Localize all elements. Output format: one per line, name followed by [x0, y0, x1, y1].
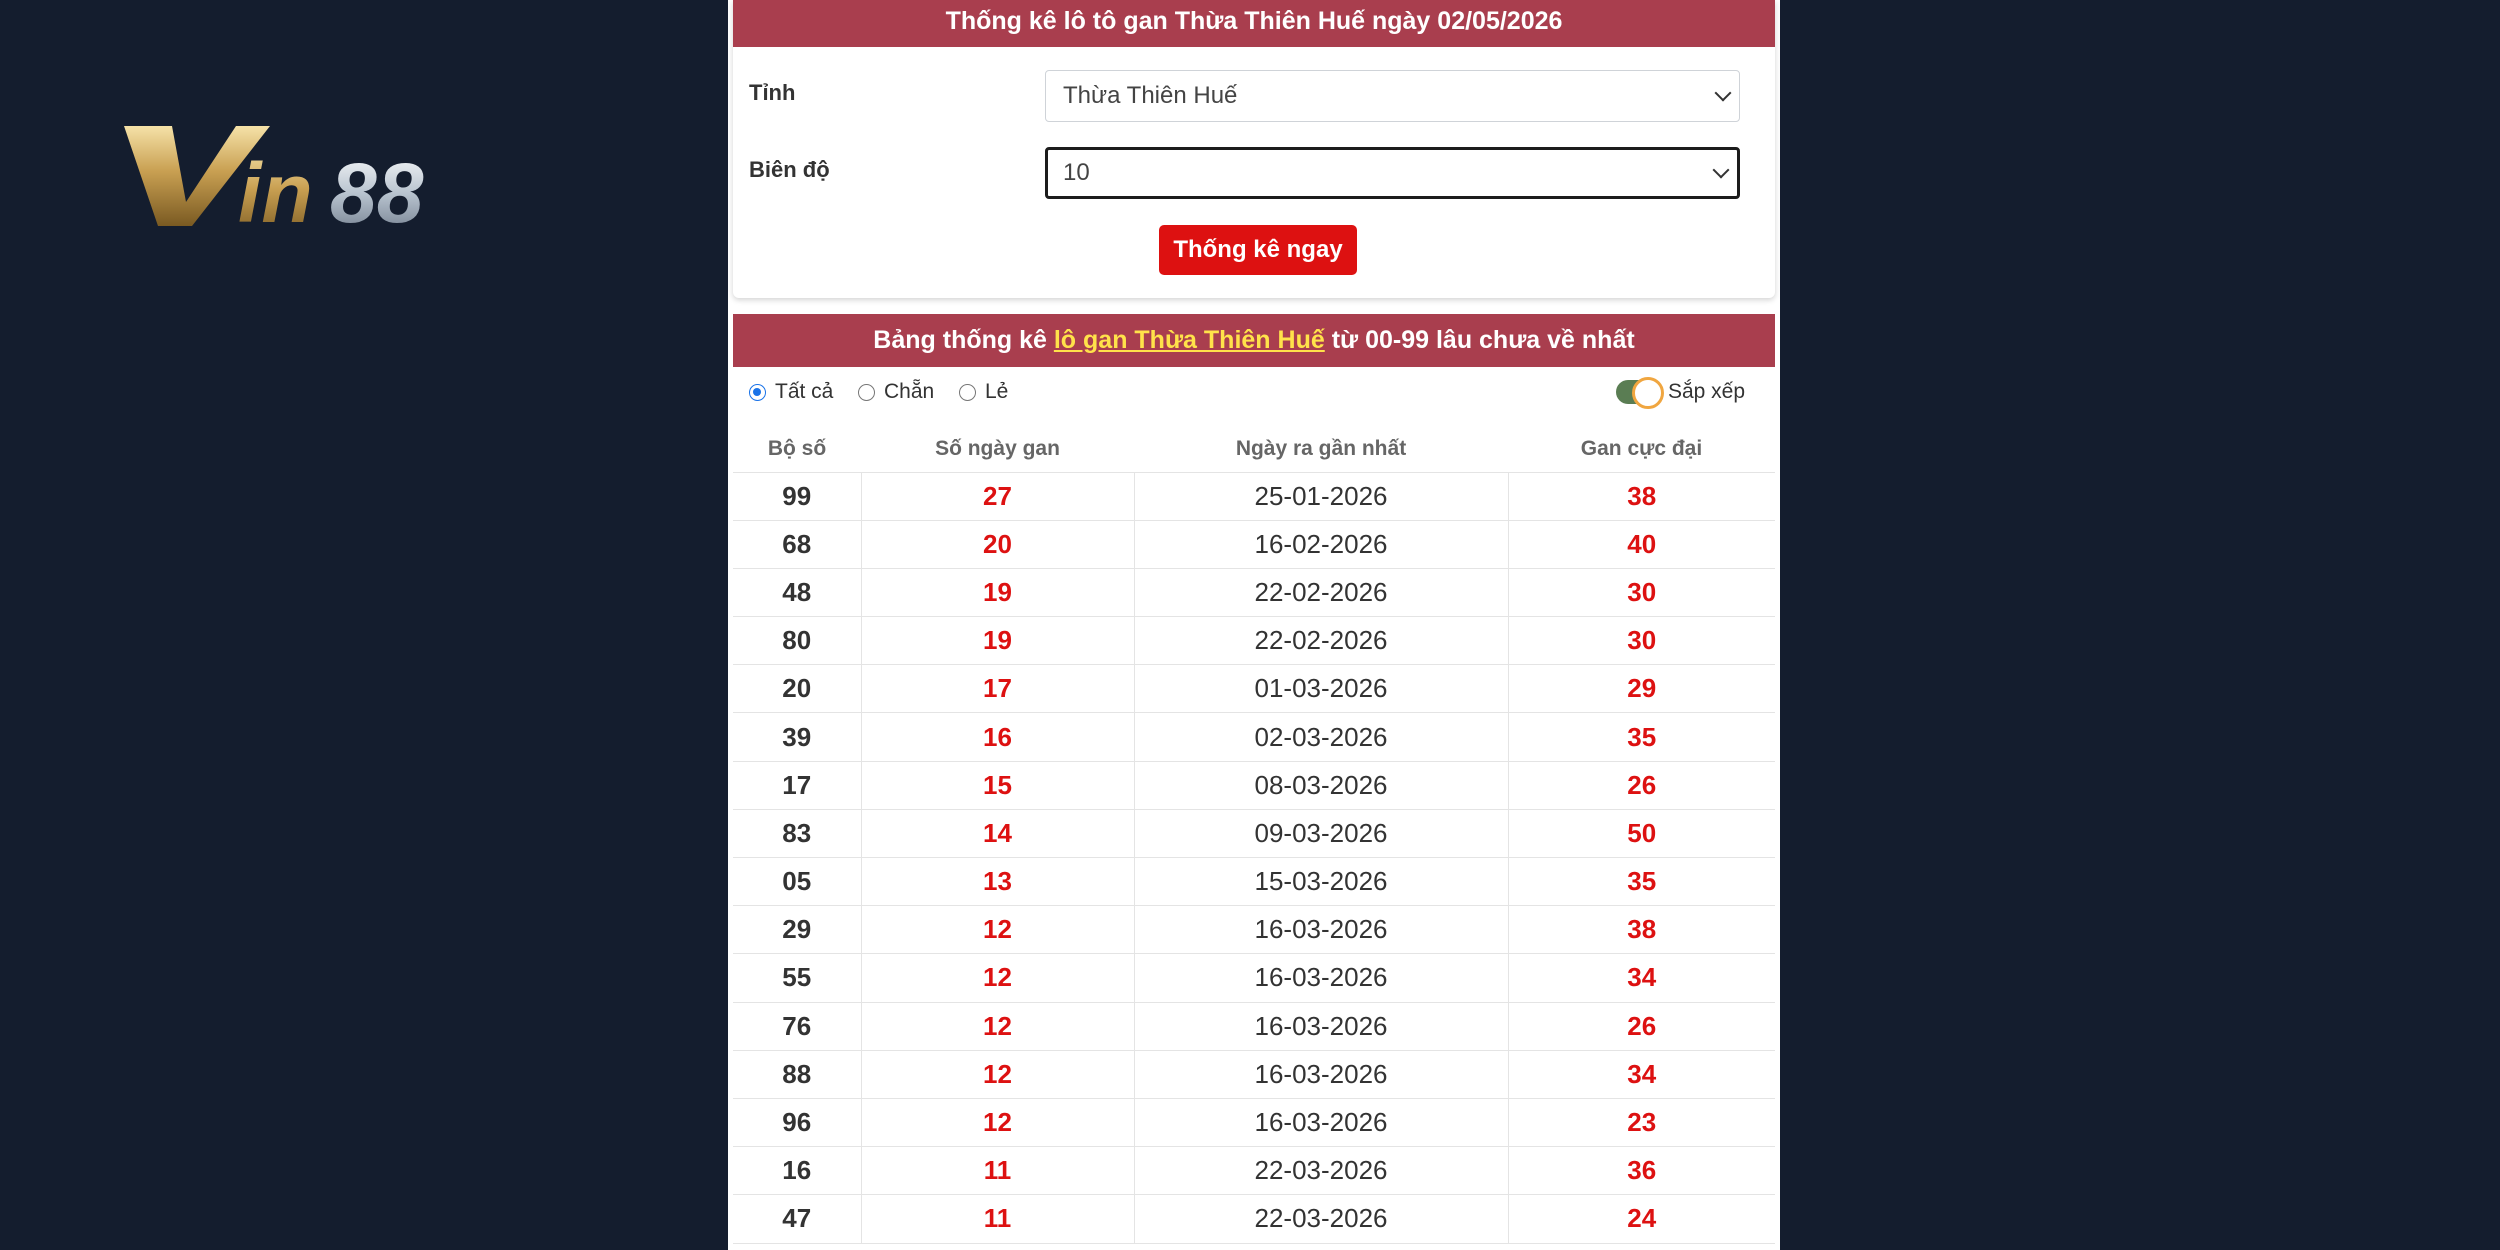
filter-odd-label: Lẻ [985, 380, 1009, 403]
gan-days-cell: 17 [861, 665, 1134, 713]
svg-text:88: 88 [330, 146, 424, 233]
chevron-down-icon [1713, 162, 1730, 179]
number-cell: 47 [733, 1195, 861, 1243]
last-date-cell: 16-03-2026 [1134, 954, 1508, 1002]
number-cell: 68 [733, 520, 861, 568]
gan-days-cell: 11 [861, 1195, 1134, 1243]
province-select-value: Thừa Thiên Huế [1063, 82, 1238, 109]
number-cell: 80 [733, 617, 861, 665]
last-date-cell: 08-03-2026 [1134, 761, 1508, 809]
vin88-logo [120, 118, 480, 233]
max-gan-cell: 26 [1508, 1002, 1775, 1050]
gan-table [733, 426, 1775, 1244]
sort-label: Sắp xếp [1667, 380, 1745, 403]
table-row [733, 761, 1775, 809]
stats-card-title [733, 314, 1775, 367]
gan-days-cell: 20 [861, 520, 1134, 568]
stats-card [733, 314, 1775, 1250]
table-header-row [733, 426, 1775, 472]
filter-all-label: Tất cả [775, 380, 834, 403]
gan-days-cell: 12 [861, 1002, 1134, 1050]
filter-all[interactable] [749, 372, 833, 412]
table-row [733, 568, 1775, 616]
table-row [733, 1098, 1775, 1146]
number-cell: 20 [733, 665, 861, 713]
gan-days-cell: 19 [861, 568, 1134, 616]
number-cell: 48 [733, 568, 861, 616]
range-select-value: 10 [1063, 159, 1090, 186]
filter-even[interactable] [858, 372, 934, 412]
province-select[interactable] [1045, 70, 1740, 122]
max-gan-cell: 50 [1508, 809, 1775, 857]
stats-title-suffix: từ 00-99 lâu chưa về nhất [1331, 326, 1635, 354]
number-cell: 16 [733, 1147, 861, 1195]
filter-card [733, 0, 1775, 298]
table-row [733, 1147, 1775, 1195]
table-row [733, 472, 1775, 520]
number-cell: 39 [733, 713, 861, 761]
last-date-cell: 22-03-2026 [1134, 1195, 1508, 1243]
last-date-cell: 09-03-2026 [1134, 809, 1508, 857]
column-header: Bộ số [733, 426, 861, 472]
number-cell: 76 [733, 1002, 861, 1050]
column-header: Số ngày gan [861, 426, 1134, 472]
chevron-down-icon [1715, 85, 1732, 102]
last-date-cell: 15-03-2026 [1134, 858, 1508, 906]
gan-days-cell: 16 [861, 713, 1134, 761]
last-date-cell: 22-03-2026 [1134, 1147, 1508, 1195]
range-select[interactable] [1045, 147, 1740, 199]
range-label: Biên độ [749, 157, 830, 182]
last-date-cell: 01-03-2026 [1134, 665, 1508, 713]
filter-even-label: Chẵn [884, 380, 935, 403]
filter-odd[interactable] [959, 372, 1008, 412]
table-row [733, 617, 1775, 665]
gan-days-cell: 12 [861, 1098, 1134, 1146]
max-gan-cell: 24 [1508, 1195, 1775, 1243]
last-date-cell: 25-01-2026 [1134, 472, 1508, 520]
max-gan-cell: 36 [1508, 1147, 1775, 1195]
max-gan-cell: 34 [1508, 954, 1775, 1002]
last-date-cell: 16-02-2026 [1134, 520, 1508, 568]
table-row [733, 954, 1775, 1002]
filter-card-title: Thống kê lô tô gan Thừa Thiên Huế ngày 02/05/2026 [733, 0, 1775, 47]
max-gan-cell: 26 [1508, 761, 1775, 809]
radio-odd[interactable] [959, 384, 976, 401]
max-gan-cell: 35 [1508, 713, 1775, 761]
gan-days-cell: 15 [861, 761, 1134, 809]
last-date-cell: 16-03-2026 [1134, 1050, 1508, 1098]
table-row [733, 713, 1775, 761]
svg-text:in: in [238, 146, 313, 233]
gan-days-cell: 12 [861, 906, 1134, 954]
last-date-cell: 16-03-2026 [1134, 1098, 1508, 1146]
max-gan-cell: 23 [1508, 1098, 1775, 1146]
table-row [733, 1195, 1775, 1243]
number-cell: 55 [733, 954, 861, 1002]
table-row [733, 906, 1775, 954]
number-cell: 88 [733, 1050, 861, 1098]
max-gan-cell: 38 [1508, 906, 1775, 954]
radio-all[interactable] [749, 384, 766, 401]
last-date-cell: 22-02-2026 [1134, 568, 1508, 616]
parity-filters [733, 372, 1775, 412]
number-cell: 17 [733, 761, 861, 809]
main-panel [728, 0, 1780, 1250]
number-cell: 99 [733, 472, 861, 520]
number-cell: 83 [733, 809, 861, 857]
gan-days-cell: 14 [861, 809, 1134, 857]
submit-stats-button[interactable]: Thống kê ngay [1159, 225, 1357, 275]
stats-title-link[interactable]: lô gan Thừa Thiên Huế [1053, 326, 1325, 354]
column-header: Ngày ra gần nhất [1134, 426, 1508, 472]
table-row [733, 1002, 1775, 1050]
province-label: Tỉnh [749, 80, 796, 105]
radio-even[interactable] [858, 384, 875, 401]
number-cell: 05 [733, 858, 861, 906]
max-gan-cell: 38 [1508, 472, 1775, 520]
column-header: Gan cực đại [1508, 426, 1775, 472]
last-date-cell: 16-03-2026 [1134, 1002, 1508, 1050]
table-row [733, 520, 1775, 568]
table-row [733, 665, 1775, 713]
last-date-cell: 22-02-2026 [1134, 617, 1508, 665]
last-date-cell: 02-03-2026 [1134, 713, 1508, 761]
max-gan-cell: 40 [1508, 520, 1775, 568]
gan-days-cell: 12 [861, 954, 1134, 1002]
sort-toggle-wrap [1616, 372, 1745, 412]
gan-days-cell: 12 [861, 1050, 1134, 1098]
number-cell: 29 [733, 906, 861, 954]
max-gan-cell: 30 [1508, 568, 1775, 616]
stats-title-prefix: Bảng thống kê [873, 326, 1047, 354]
table-row [733, 1050, 1775, 1098]
gan-days-cell: 19 [861, 617, 1134, 665]
number-cell: 96 [733, 1098, 861, 1146]
gan-days-cell: 13 [861, 858, 1134, 906]
table-row [733, 858, 1775, 906]
max-gan-cell: 30 [1508, 617, 1775, 665]
gan-days-cell: 27 [861, 472, 1134, 520]
table-row [733, 809, 1775, 857]
max-gan-cell: 29 [1508, 665, 1775, 713]
sort-toggle[interactable] [1616, 380, 1662, 404]
max-gan-cell: 35 [1508, 858, 1775, 906]
max-gan-cell: 34 [1508, 1050, 1775, 1098]
gan-days-cell: 11 [861, 1147, 1134, 1195]
last-date-cell: 16-03-2026 [1134, 906, 1508, 954]
